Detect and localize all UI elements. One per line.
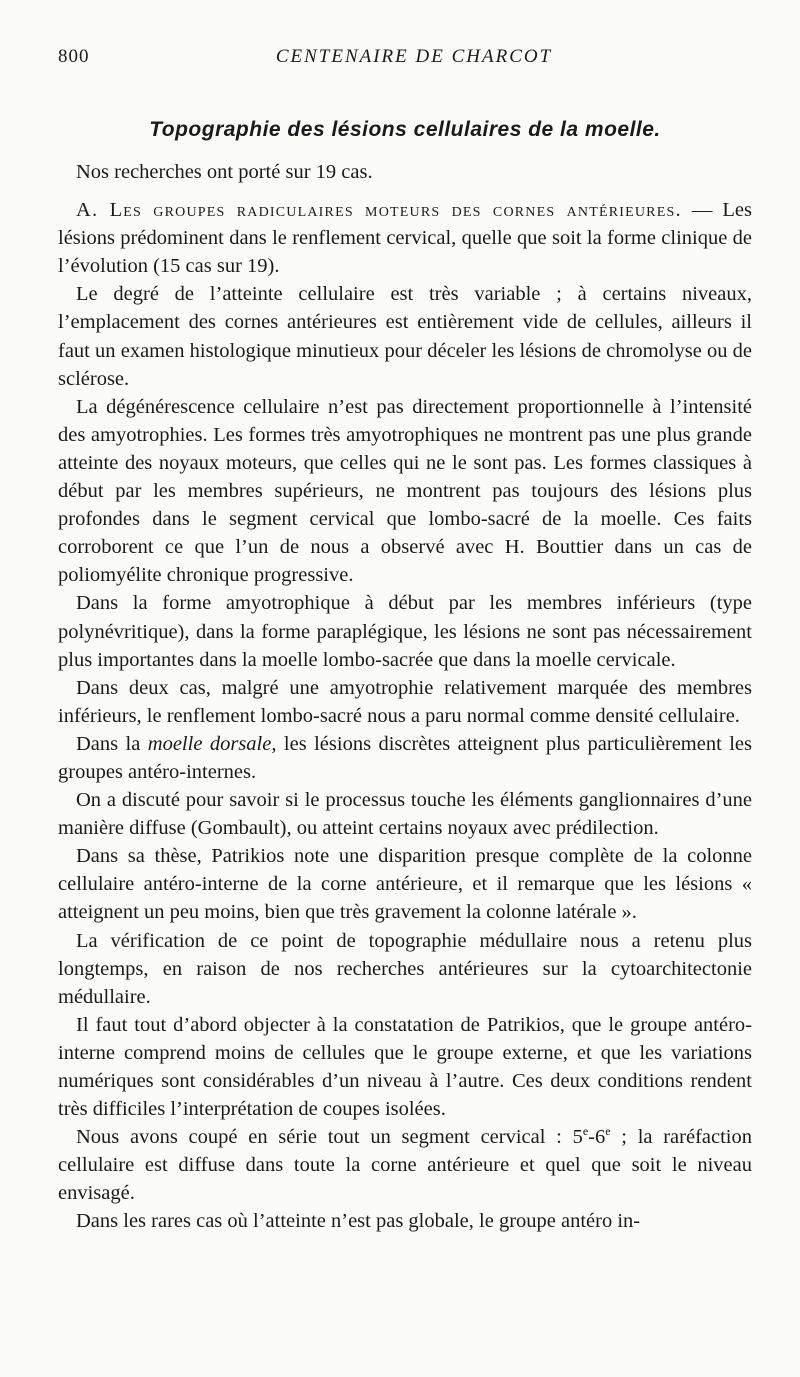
page-number: 800	[58, 46, 90, 67]
paragraph: Nos recherches ont porté sur 19 cas.	[76, 161, 373, 183]
paragraph-text: — Les lésions prédominent dans le renflement cervical, quelle que soit la forme clinique de l’évolution (15 cas sur 19).	[58, 199, 752, 278]
subsection-heading: A. Les groupes radiculaires moteurs des cornes antérieures.	[76, 199, 682, 222]
paragraph-text: Dans la	[76, 732, 148, 755]
paragraph: Il faut tout d’abord objecter à la constatation de Patrikios, que le groupe antéro-interne comprend moins de cellules que le groupe externe, et que les variations numériques sont considérables d’un niveau à l’autre. Ces deux conditions rendent très difficiles l’interprétation de coupes isolées.	[58, 1013, 752, 1121]
running-head	[58, 40, 752, 70]
paragraph	[58, 730, 752, 786]
section-title: Topographie des lésions cellulaires de la moelle.	[149, 118, 661, 141]
paragraph	[58, 1123, 752, 1207]
paragraph-text: ; la raréfaction cellulaire est diffuse dans toute la corne antérieure et quel que soit le niveau envisagé.	[58, 1126, 752, 1205]
paragraph-text: Nous avons coupé en série tout un segment cervical : 5	[76, 1126, 583, 1149]
paragraph: Dans deux cas, malgré une amyotrophie relativement marquée des membres inférieurs, le renflement lombo-sacré nous a paru normal comme densité cellulaire.	[58, 676, 752, 727]
paragraph	[58, 196, 752, 280]
running-title: CENTENAIRE DE CHARCOT	[275, 46, 553, 67]
body-text	[58, 158, 752, 1236]
book-page	[58, 40, 752, 1236]
italic-term: moelle dorsale,	[147, 732, 277, 755]
paragraph: La dégénérescence cellulaire n’est pas directement proportionnelle à l’intensité des amyotrophies. Les formes très amyotrophiques ne montrent pas une plus grande atteinte des noyaux moteurs, que celles qui ne le sont pas. Les formes classiques à début par les membres supérieurs, ne montrent pas toujours des lésions plus profondes dans le segment cervical que lombo-sacré de la moelle. Ces faits corroborent ce que l’un de nous a observé avec H. Bouttier dans un cas de poliomyélite chronique progressive.	[58, 395, 752, 587]
paragraph: Dans les rares cas où l’atteinte n’est pas globale, le groupe antéro in-	[76, 1210, 641, 1233]
paragraph: On a discuté pour savoir si le processus touche les éléments ganglionnaires d’une manière diffuse (Gombault), ou atteint certains noyaux avec prédilection.	[58, 789, 752, 840]
paragraph: Le degré de l’atteinte cellulaire est très variable ; à certains niveaux, l’emplacement des cornes antérieures est entièrement vide de cellules, ailleurs il faut un examen histologique minutieux pour déceler les lésions de chromolyse ou de sclérose.	[58, 283, 752, 390]
paragraph: La vérification de ce point de topographie médullaire nous a retenu plus longtemps, en raison de nos recherches antérieures sur la cytoarchitectonie médullaire.	[58, 929, 752, 1008]
superscript: e	[605, 1124, 611, 1139]
paragraph: Dans sa thèse, Patrikios note une disparition presque complète de la colonne cellulaire antéro-interne de la corne antérieure, et il remarque que les lésions « atteignent un peu moins, bien que très gravement la colonne latérale ».	[58, 845, 752, 924]
paragraph-text: -6	[588, 1126, 606, 1149]
superscript: e	[582, 1124, 589, 1139]
paragraph: Dans la forme amyotrophique à début par les membres inférieurs (type polynévritique), dans la forme paraplégique, les lésions ne sont pas nécessairement plus importantes dans la moelle lombo-sacrée que dans la moelle cervicale.	[58, 592, 752, 671]
paragraph-text: les lésions discrètes atteignent plus particulièrement les groupes antéro-internes.	[58, 732, 752, 783]
